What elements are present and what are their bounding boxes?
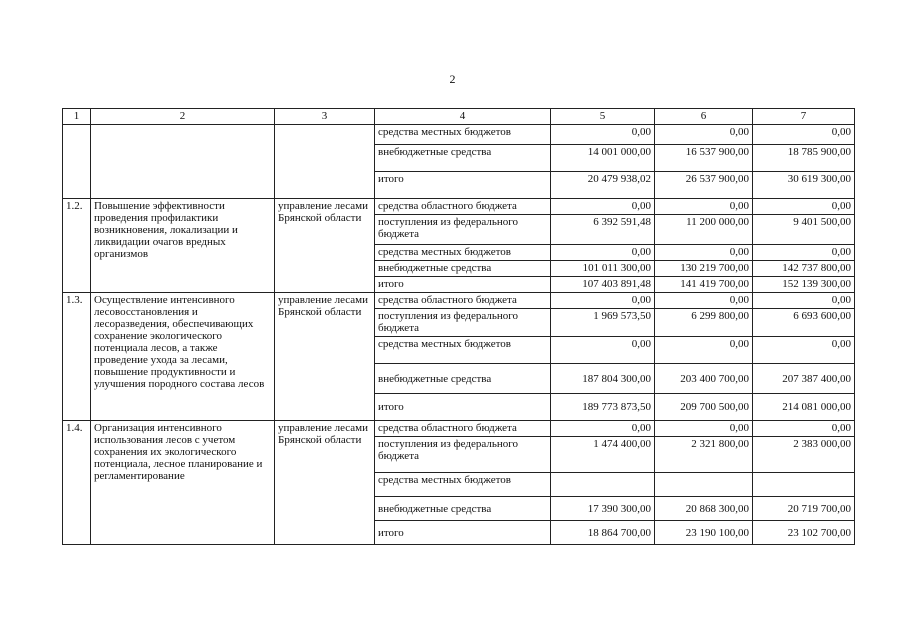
value-col5: 18 864 700,00 [551,521,655,545]
funding-source: средства местных бюджетов [375,245,551,261]
value-col6: 0,00 [655,245,753,261]
funding-source: внебюджетные средства [375,261,551,277]
value-col6: 141 419 700,00 [655,277,753,293]
value-col6: 203 400 700,00 [655,364,753,394]
funding-source: итого [375,394,551,421]
value-col6: 16 537 900,00 [655,145,753,172]
funding-source: итого [375,172,551,199]
funding-source: средства областного бюджета [375,293,551,309]
value-col7: 0,00 [753,293,855,309]
section-executor: управление лесами Брянской области [275,421,375,545]
section-executor: управление лесами Брянской области [275,293,375,421]
column-header: 4 [375,109,551,125]
value-col5: 1 474 400,00 [551,437,655,473]
value-col5: 189 773 873,50 [551,394,655,421]
section-number: 1.2. [63,199,91,293]
value-col5: 0,00 [551,421,655,437]
funding-source: поступления из федерального бюджета [375,437,551,473]
value-col6: 20 868 300,00 [655,497,753,521]
value-col5: 0,00 [551,245,655,261]
value-col5: 6 392 591,48 [551,215,655,245]
value-col7: 214 081 000,00 [753,394,855,421]
value-col6: 2 321 800,00 [655,437,753,473]
value-col6: 0,00 [655,199,753,215]
value-col7: 0,00 [753,125,855,145]
value-col6: 0,00 [655,293,753,309]
column-header: 6 [655,109,753,125]
funding-source: поступления из федерального бюджета [375,215,551,245]
value-col5: 17 390 300,00 [551,497,655,521]
value-col5: 1 969 573,50 [551,309,655,337]
table-row [63,125,855,145]
value-col6: 0,00 [655,421,753,437]
value-col6: 0,00 [655,125,753,145]
funding-source: внебюджетные средства [375,497,551,521]
value-col7: 18 785 900,00 [753,145,855,172]
value-col6: 209 700 500,00 [655,394,753,421]
value-col7: 152 139 300,00 [753,277,855,293]
column-header: 3 [275,109,375,125]
funding-source: итого [375,521,551,545]
value-col5: 0,00 [551,337,655,364]
value-col7: 0,00 [753,199,855,215]
value-col6: 6 299 800,00 [655,309,753,337]
number-cell [63,125,91,199]
value-col5: 0,00 [551,125,655,145]
section-number: 1.3. [63,293,91,421]
funding-source: средства местных бюджетов [375,473,551,497]
value-col7: 0,00 [753,337,855,364]
section-number: 1.4. [63,421,91,545]
budget-table [62,108,855,545]
value-col7: 0,00 [753,421,855,437]
value-col7: 2 383 000,00 [753,437,855,473]
table-row [63,421,855,437]
value-col7: 0,00 [753,245,855,261]
value-col5: 14 001 000,00 [551,145,655,172]
value-col6: 130 219 700,00 [655,261,753,277]
value-col5 [551,473,655,497]
value-col5: 0,00 [551,293,655,309]
column-header-row [63,109,855,125]
value-col6 [655,473,753,497]
section-executor: управление лесами Брянской области [275,199,375,293]
column-header: 7 [753,109,855,125]
value-col7: 9 401 500,00 [753,215,855,245]
value-col5: 107 403 891,48 [551,277,655,293]
value-col7: 142 737 800,00 [753,261,855,277]
section-description: Осуществление интенсивного лесовосстановления и лесоразведения, обеспечивающих сохранение экологического потенциала лесов, а также проведение ухода за лесами, повышение продуктивности и улучшения породного состава лесов [91,293,275,421]
page-number: 2 [449,72,456,86]
value-col7 [753,473,855,497]
funding-source: внебюджетные средства [375,145,551,172]
value-col6: 23 190 100,00 [655,521,753,545]
value-col5: 0,00 [551,199,655,215]
funding-source: средства местных бюджетов [375,125,551,145]
description-cell [91,125,275,199]
value-col6: 26 537 900,00 [655,172,753,199]
table-row [63,199,855,215]
value-col7: 20 719 700,00 [753,497,855,521]
funding-source: внебюджетные средства [375,364,551,394]
funding-source: средства областного бюджета [375,199,551,215]
table-row [63,293,855,309]
value-col7: 207 387 400,00 [753,364,855,394]
funding-source: итого [375,277,551,293]
value-col5: 20 479 938,02 [551,172,655,199]
funding-source: средства местных бюджетов [375,337,551,364]
executor-cell [275,125,375,199]
column-header: 5 [551,109,655,125]
funding-source: средства областного бюджета [375,421,551,437]
funding-source: поступления из федерального бюджета [375,309,551,337]
value-col5: 187 804 300,00 [551,364,655,394]
value-col5: 101 011 300,00 [551,261,655,277]
value-col6: 0,00 [655,337,753,364]
value-col7: 6 693 600,00 [753,309,855,337]
value-col6: 11 200 000,00 [655,215,753,245]
section-description: Организация интенсивного использования лесов с учетом сохранения их экологического потенциала, лесное планирование и регламентирование [91,421,275,545]
section-description: Повышение эффективности проведения профилактики возникновения, локализации и ликвидации очагов вредных организмов [91,199,275,293]
value-col7: 30 619 300,00 [753,172,855,199]
column-header: 2 [91,109,275,125]
column-header: 1 [63,109,91,125]
value-col7: 23 102 700,00 [753,521,855,545]
